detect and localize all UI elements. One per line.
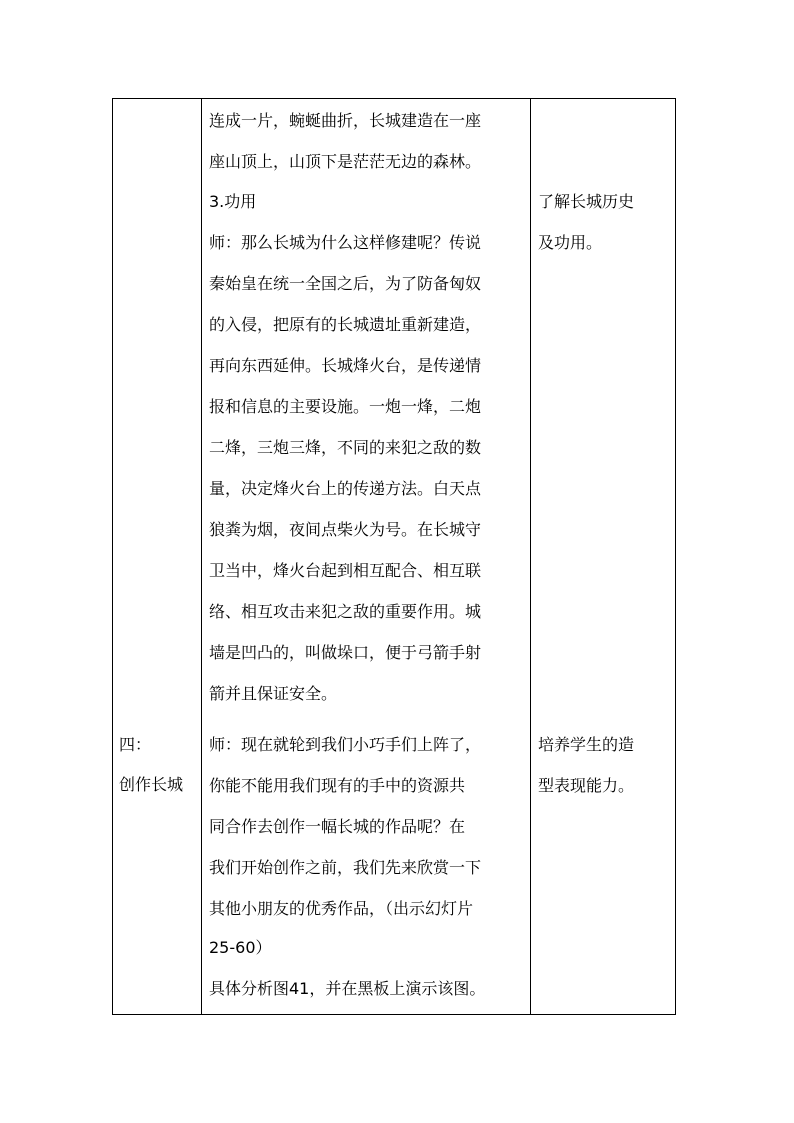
content-line: 师：那么长城为什么这样修建呢？传说 [209,233,482,252]
stage-line: 创作长城 [119,775,184,794]
goal-line: 了解长城历史 [538,192,635,211]
content-line: 卫当中，烽火台起到相互配合、相互联 [209,561,482,580]
content-line: 二烽，三炮三烽，不同的来犯之敌的数 [209,438,482,457]
lesson-plan-table [112,98,676,1015]
content-line: 狼粪为烟，夜间点柴火为号。在长城守 [209,520,482,539]
goal-line: 型表现能力。 [538,776,635,795]
content-line: 我们开始创作之前，我们先来欣赏一下 [209,858,482,877]
stage-cell [113,99,202,1015]
content-line: 连成一片，蜿蜒曲折，长城建造在一座 [209,111,482,130]
goal-line: 培养学生的造 [538,735,635,754]
content-line: 墙是凹凸的，叫做垛口，便于弓箭手射 [209,643,482,662]
content-line: 的入侵，把原有的长城遗址重新建造， [209,315,482,334]
content-line: 同合作去创作一幅长城的作品呢？在 [209,817,466,836]
stage-line: 四： [119,735,152,754]
content-line: 你能不能用我们现有的手中的资源共 [209,776,466,795]
content-line: 25-60） [209,938,272,957]
content-line: 座山顶上，山顶下是茫茫无边的森林。 [209,152,482,171]
content-line: 络、相互攻击来犯之敌的重要作用。城 [209,602,482,621]
content-line: 其他小朋友的优秀作品，（出示幻灯片 [209,899,474,918]
content-line: 报和信息的主要设施。一炮一烽，二炮 [209,397,482,416]
goal-line: 及功用。 [538,233,603,252]
goal-cell [531,99,676,1015]
content-line: 箭并且保证安全。 [209,684,338,703]
content-line: 师：现在就轮到我们小巧手们上阵了， [209,735,482,754]
content-line: 具体分析图41，并在黑板上演示该图。 [209,979,486,998]
table-row [113,99,676,1015]
content-line: 量，决定烽火台上的传递方法。白天点 [209,479,482,498]
content-line: 再向东西延伸。长城烽火台，是传递情 [209,356,482,375]
content-line: 3.功用 [209,192,257,211]
content-cell [202,99,531,1015]
content-line: 秦始皇在统一全国之后，为了防备匈奴 [209,274,482,293]
